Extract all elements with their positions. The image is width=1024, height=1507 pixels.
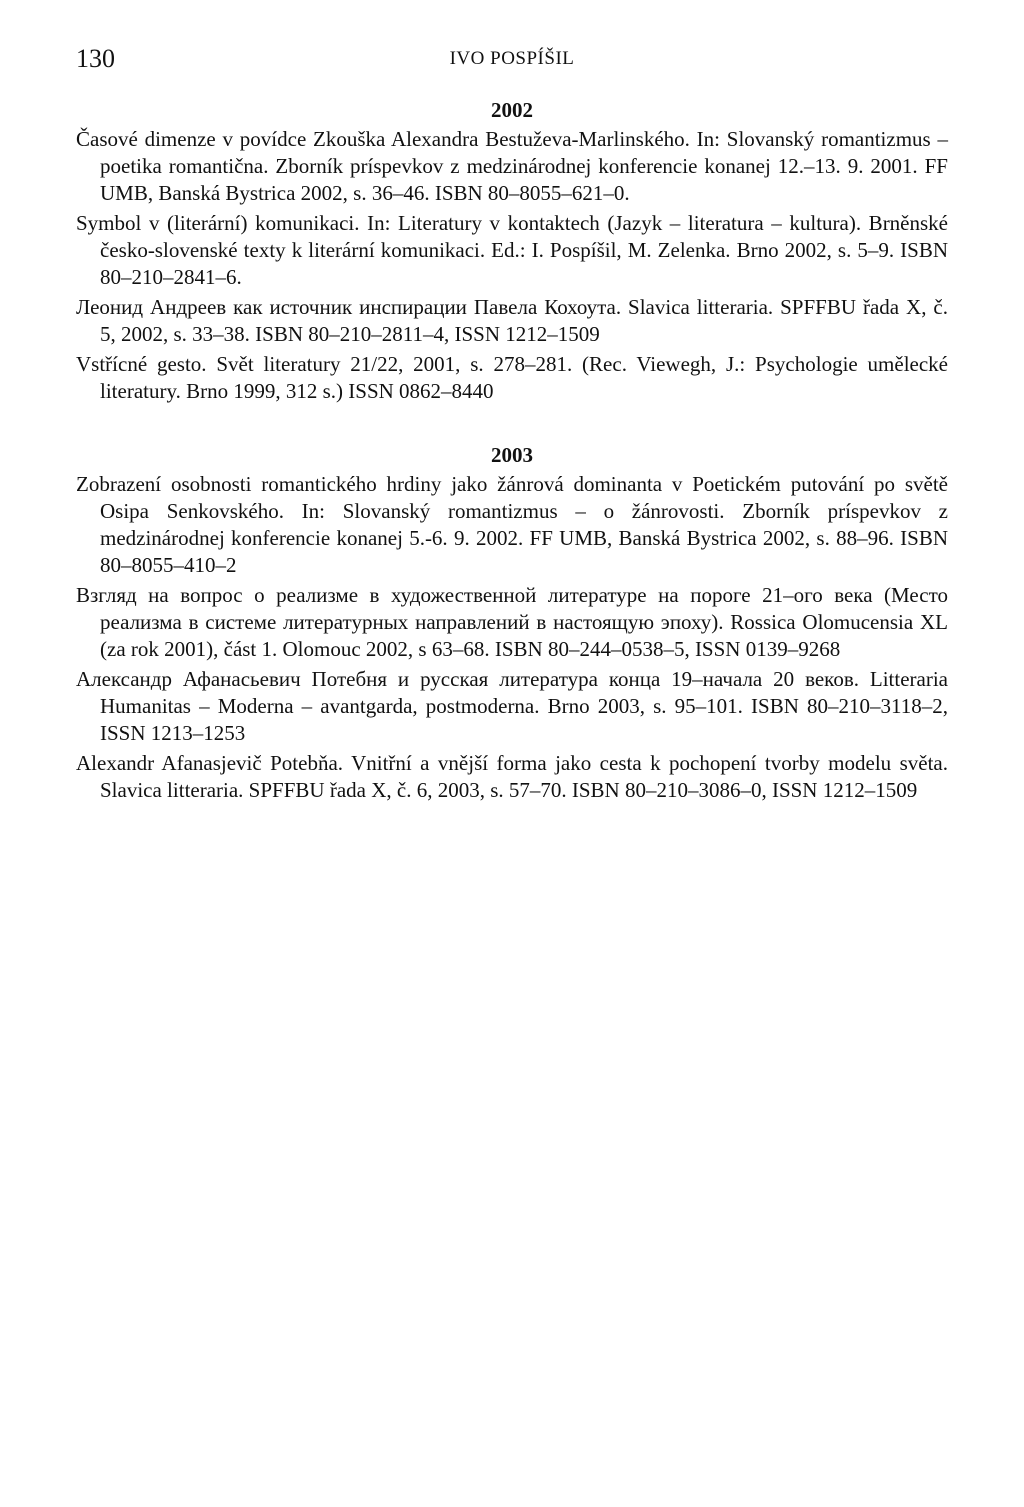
bibliography-section-2002 — [76, 96, 948, 405]
bibliography-entry: Взгляд на вопрос о реализме в художественной литературе на пороге 21–ого века (Место реализма в системе литературных направлений в настоящую эпоху). Rossica Olomucensia XL (za rok 2001), část 1. Olomouc 2002, s 63–68. ISBN 80–244–0538–5, ISSN 0139–9268 — [76, 583, 948, 661]
page-number: 130 — [76, 44, 115, 73]
section-year-heading: 2002 — [491, 98, 533, 122]
bibliography-entry: Леонид Андреев как источник инспирации Павела Кохоута. Slavica litteraria. SPFFBU řada X, č. 5, 2002, s. 33–38. ISBN 80–210–2811–4, ISSN 1212–1509 — [76, 295, 948, 346]
running-head — [76, 44, 948, 76]
section-year-heading: 2003 — [491, 443, 533, 467]
running-title: IVO POSPÍŠIL — [449, 48, 575, 69]
entry-list — [76, 126, 948, 405]
bibliography-entry: Alexandr Afanasjevič Potebňa. Vnitřní a vnější forma jako cesta k pochopení tvorby modelu světa. Slavica litteraria. SPFFBU řada X, č. 6, 2003, s. 57–70. ISBN 80–210–3086–0, ISSN 1212–1509 — [76, 751, 948, 802]
entry-list — [76, 471, 948, 804]
bibliography-entry: Časové dimenze v povídce Zkouška Alexandra Bestuževa-Marlinského. In: Slovanský romantizmus – poetika romantična. Zborník príspevkov z medzinárodnej konferencie konanej 12.–13. 9. 2001. FF UMB, Banská Bystrica 2002, s. 36–46. ISBN 80–8055–621–0. — [76, 127, 948, 205]
bibliography — [76, 96, 948, 807]
bibliography-section-2003 — [76, 441, 948, 804]
bibliography-entry: Александр Афанасьевич Потебня и русская литература конца 19–начала 20 веков. Litteraria Humanitas – Moderna – avantgarda, postmoderna. Brno 2003, s. 95–101. ISBN 80–210–3118–2, ISSN 1213–1253 — [76, 667, 948, 745]
bibliography-entry: Symbol v (literární) komunikaci. In: Literatury v kontaktech (Jazyk – literatura – kultura). Brněnské česko-slovenské texty k literární komunikaci. Ed.: I. Pospíšil, M. Zelenka. Brno 2002, s. 5–9. ISBN 80–210–2841–6. — [76, 211, 948, 289]
bibliography-entry: Zobrazení osobnosti romantického hrdiny jako žánrová dominanta v Poetickém putování po světě Osipa Senkovského. In: Slovanský romantizmus – o žánrovosti. Zborník príspevkov z medzinárodnej konferencie konanej 5.-6. 9. 2002. FF UMB, Banská Bystrica 2002, s. 88–96. ISBN 80–8055–410–2 — [76, 472, 948, 577]
bibliography-entry: Vstřícné gesto. Svět literatury 21/22, 2001, s. 278–281. (Rec. Viewegh, J.: Psychologie umělecké literatury. Brno 1999, 312 s.) ISSN 0862–8440 — [76, 352, 948, 403]
